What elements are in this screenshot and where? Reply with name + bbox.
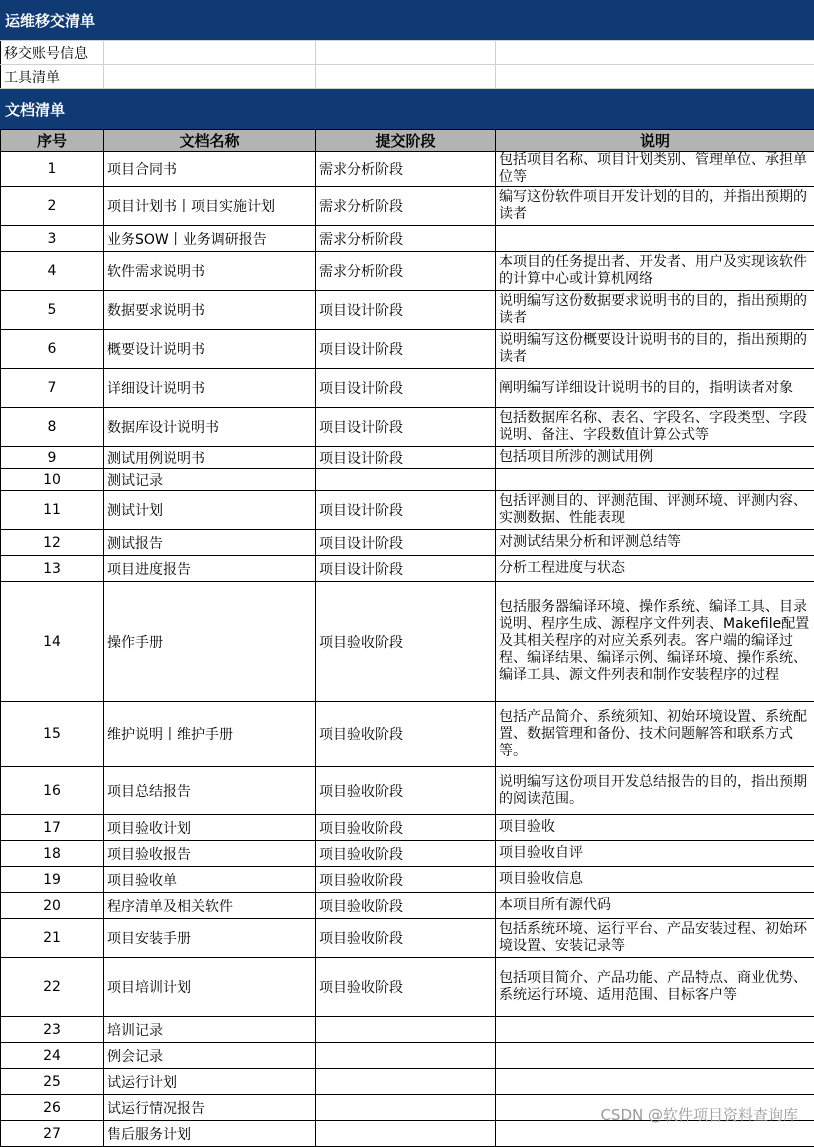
stage[interactable]: 需求分析阶段: [316, 252, 496, 291]
account-info-label: 移交账号信息: [1, 41, 104, 65]
stage[interactable]: [316, 1121, 496, 1147]
table-row: [1, 226, 814, 252]
table-row: [1, 369, 814, 408]
row-number[interactable]: 7: [1, 369, 104, 408]
tool-list-row: [1, 65, 814, 89]
row-number[interactable]: 5: [1, 291, 104, 330]
table-row: [1, 491, 814, 530]
row-number[interactable]: 12: [1, 530, 104, 556]
doc-name[interactable]: 项目进度报告: [104, 556, 316, 582]
row-number[interactable]: 14: [1, 582, 104, 702]
stage[interactable]: 需求分析阶段: [316, 226, 496, 252]
doc-name[interactable]: 软件需求说明书: [104, 252, 316, 291]
table-row: [1, 330, 814, 369]
tool-cell[interactable]: [316, 65, 496, 89]
doc-name[interactable]: 项目总结报告: [104, 767, 316, 815]
table-row: [1, 702, 814, 767]
row-number[interactable]: 17: [1, 815, 104, 841]
table-row: [1, 187, 814, 226]
stage[interactable]: 项目设计阶段: [316, 530, 496, 556]
table-row: [1, 556, 814, 582]
doc-name[interactable]: 项目合同书: [104, 152, 316, 187]
doc-name[interactable]: 项目验收报告: [104, 841, 316, 867]
doc-list-banner: [0, 89, 814, 129]
table-row: [1, 867, 814, 893]
stage[interactable]: 项目验收阶段: [316, 702, 496, 767]
doc-name[interactable]: 概要设计说明书: [104, 330, 316, 369]
row-number[interactable]: 6: [1, 330, 104, 369]
description[interactable]: 本项目的任务提出者、开发者、用户及实现该软件的计算中心或计算机网络: [496, 252, 814, 291]
header-stage: 提交阶段: [316, 130, 496, 152]
doc-list-title: 文档清单: [5, 99, 65, 120]
description[interactable]: 包括项目简介、产品功能、产品特点、商业优势、系统运行环境、适用范围、目标客户等: [496, 958, 814, 1017]
header-row: [1, 130, 814, 152]
table-row: [1, 530, 814, 556]
description[interactable]: [496, 1069, 814, 1095]
table-row: [1, 841, 814, 867]
stage[interactable]: 项目验收阶段: [316, 582, 496, 702]
description[interactable]: [496, 1017, 814, 1043]
watermark: CSDN @软件项目资料查询库: [600, 1104, 798, 1125]
doc-name[interactable]: 详细设计说明书: [104, 369, 316, 408]
table-row: [1, 469, 814, 491]
description[interactable]: 包括数据库名称、表名、字段名、字段类型、字段说明、备注、字段数值计算公式等: [496, 408, 814, 447]
header-doc-name: 文档名称: [104, 130, 316, 152]
row-number[interactable]: 1: [1, 152, 104, 187]
document-table: [0, 129, 814, 1147]
header-number: 序号: [1, 130, 104, 152]
row-number[interactable]: 8: [1, 408, 104, 447]
doc-name[interactable]: 项目验收单: [104, 867, 316, 893]
description[interactable]: [496, 469, 814, 491]
table-row: [1, 1043, 814, 1069]
table-row: [1, 919, 814, 958]
account-cell[interactable]: [316, 41, 496, 65]
description[interactable]: [496, 1043, 814, 1069]
row-number[interactable]: 9: [1, 447, 104, 469]
table-row: [1, 447, 814, 469]
table-row: [1, 767, 814, 815]
row-number[interactable]: 10: [1, 469, 104, 491]
table-row: [1, 152, 814, 187]
row-number[interactable]: 2: [1, 187, 104, 226]
stage[interactable]: 项目设计阶段: [316, 491, 496, 530]
doc-name[interactable]: 测试计划: [104, 491, 316, 530]
description[interactable]: 包括服务器编译环境、操作系统、编译工具、目录说明、程序生成、源程序文件列表、Makefile配置及其相关程序的对应关系列表。客户端的编译过程、编译结果、编译示例、编译环境、操作系统、编译工具、源文件列表和制作安装程序的过程: [496, 582, 814, 702]
description[interactable]: 包括项目所涉的测试用例: [496, 447, 814, 469]
account-cell[interactable]: [496, 41, 814, 65]
table-row: [1, 1069, 814, 1095]
doc-name[interactable]: 测试用例说明书: [104, 447, 316, 469]
tool-list-label: 工具清单: [1, 65, 104, 89]
description[interactable]: 说明编写这份概要设计说明书的目的，指出预期的读者: [496, 330, 814, 369]
row-number[interactable]: 20: [1, 893, 104, 919]
stage[interactable]: [316, 1043, 496, 1069]
description[interactable]: 本项目所有源代码: [496, 893, 814, 919]
row-number[interactable]: 26: [1, 1095, 104, 1121]
doc-name[interactable]: 项目安装手册: [104, 919, 316, 958]
doc-name[interactable]: 数据库设计说明书: [104, 408, 316, 447]
handover-list-title: 运维移交清单: [5, 10, 95, 31]
account-info-row: [1, 41, 814, 65]
table-row: [1, 1017, 814, 1043]
row-number[interactable]: 21: [1, 919, 104, 958]
stage[interactable]: 项目验收阶段: [316, 958, 496, 1017]
description[interactable]: 包括产品简介、系统须知、初始环境设置、系统配置、数据管理和备份、技术问题解答和联系方式等。: [496, 702, 814, 767]
description[interactable]: 包括评测目的、评测范围、评测环境、评测内容、实测数据、性能表现: [496, 491, 814, 530]
description[interactable]: 项目验收自评: [496, 841, 814, 867]
table-row: [1, 815, 814, 841]
description[interactable]: 分析工程进度与状态: [496, 556, 814, 582]
stage[interactable]: 项目验收阶段: [316, 841, 496, 867]
row-number[interactable]: 23: [1, 1017, 104, 1043]
doc-name[interactable]: 项目培训计划: [104, 958, 316, 1017]
stage[interactable]: 项目验收阶段: [316, 893, 496, 919]
stage[interactable]: 项目设计阶段: [316, 291, 496, 330]
description[interactable]: 阐明编写详细设计说明书的目的，指明读者对象: [496, 369, 814, 408]
row-number[interactable]: 25: [1, 1069, 104, 1095]
doc-name[interactable]: 测试记录: [104, 469, 316, 491]
table-row: [1, 291, 814, 330]
row-number[interactable]: 27: [1, 1121, 104, 1147]
description[interactable]: [496, 226, 814, 252]
doc-name[interactable]: 项目验收计划: [104, 815, 316, 841]
doc-name[interactable]: 培训记录: [104, 1017, 316, 1043]
row-number[interactable]: 11: [1, 491, 104, 530]
description[interactable]: 编写这份软件项目开发计划的目的，并指出预期的读者: [496, 187, 814, 226]
doc-name[interactable]: 程序清单及相关软件: [104, 893, 316, 919]
stage[interactable]: 需求分析阶段: [316, 152, 496, 187]
tool-cell[interactable]: [104, 65, 316, 89]
stage[interactable]: 项目设计阶段: [316, 447, 496, 469]
row-number[interactable]: 18: [1, 841, 104, 867]
row-number[interactable]: 19: [1, 867, 104, 893]
description[interactable]: 说明编写这份项目开发总结报告的目的，指出预期的阅读范围。: [496, 767, 814, 815]
stage[interactable]: 项目设计阶段: [316, 330, 496, 369]
row-number[interactable]: 3: [1, 226, 104, 252]
account-cell[interactable]: [104, 41, 316, 65]
header-description: 说明: [496, 130, 814, 152]
description[interactable]: 包括系统环境、运行平台、产品安装过程、初始环境设置、安装记录等: [496, 919, 814, 958]
table-row: [1, 252, 814, 291]
stage[interactable]: 项目验收阶段: [316, 919, 496, 958]
stage[interactable]: 项目设计阶段: [316, 408, 496, 447]
row-number[interactable]: 4: [1, 252, 104, 291]
doc-name[interactable]: 试运行情况报告: [104, 1095, 316, 1121]
doc-name[interactable]: 试运行计划: [104, 1069, 316, 1095]
stage[interactable]: [316, 1095, 496, 1121]
description[interactable]: 项目验收信息: [496, 867, 814, 893]
stage[interactable]: [316, 469, 496, 491]
doc-name[interactable]: 数据要求说明书: [104, 291, 316, 330]
description[interactable]: 项目验收: [496, 815, 814, 841]
description[interactable]: 包括项目名称、项目计划类别、管理单位、承担单位等: [496, 152, 814, 187]
description[interactable]: 对测试结果分析和评测总结等: [496, 530, 814, 556]
stage[interactable]: 项目验收阶段: [316, 815, 496, 841]
row-number[interactable]: 15: [1, 702, 104, 767]
handover-list-banner: [0, 0, 814, 40]
stage[interactable]: 需求分析阶段: [316, 187, 496, 226]
table-row: [1, 958, 814, 1017]
tool-cell[interactable]: [496, 65, 814, 89]
table-row: [1, 582, 814, 702]
account-info-table: [0, 40, 814, 89]
doc-name[interactable]: 测试报告: [104, 530, 316, 556]
table-row: [1, 408, 814, 447]
stage[interactable]: 项目验收阶段: [316, 767, 496, 815]
row-number[interactable]: 13: [1, 556, 104, 582]
doc-name[interactable]: 操作手册: [104, 582, 316, 702]
stage[interactable]: 项目验收阶段: [316, 867, 496, 893]
stage[interactable]: [316, 1069, 496, 1095]
doc-name[interactable]: 项目计划书丨项目实施计划: [104, 187, 316, 226]
stage[interactable]: 项目设计阶段: [316, 369, 496, 408]
table-row: [1, 893, 814, 919]
row-number[interactable]: 24: [1, 1043, 104, 1069]
doc-name[interactable]: 例会记录: [104, 1043, 316, 1069]
stage[interactable]: [316, 1017, 496, 1043]
doc-name[interactable]: 业务SOW丨业务调研报告: [104, 226, 316, 252]
doc-name[interactable]: 售后服务计划: [104, 1121, 316, 1147]
doc-name[interactable]: 维护说明丨维护手册: [104, 702, 316, 767]
description[interactable]: 说明编写这份数据要求说明书的目的，指出预期的读者: [496, 291, 814, 330]
stage[interactable]: 项目设计阶段: [316, 556, 496, 582]
row-number[interactable]: 22: [1, 958, 104, 1017]
row-number[interactable]: 16: [1, 767, 104, 815]
